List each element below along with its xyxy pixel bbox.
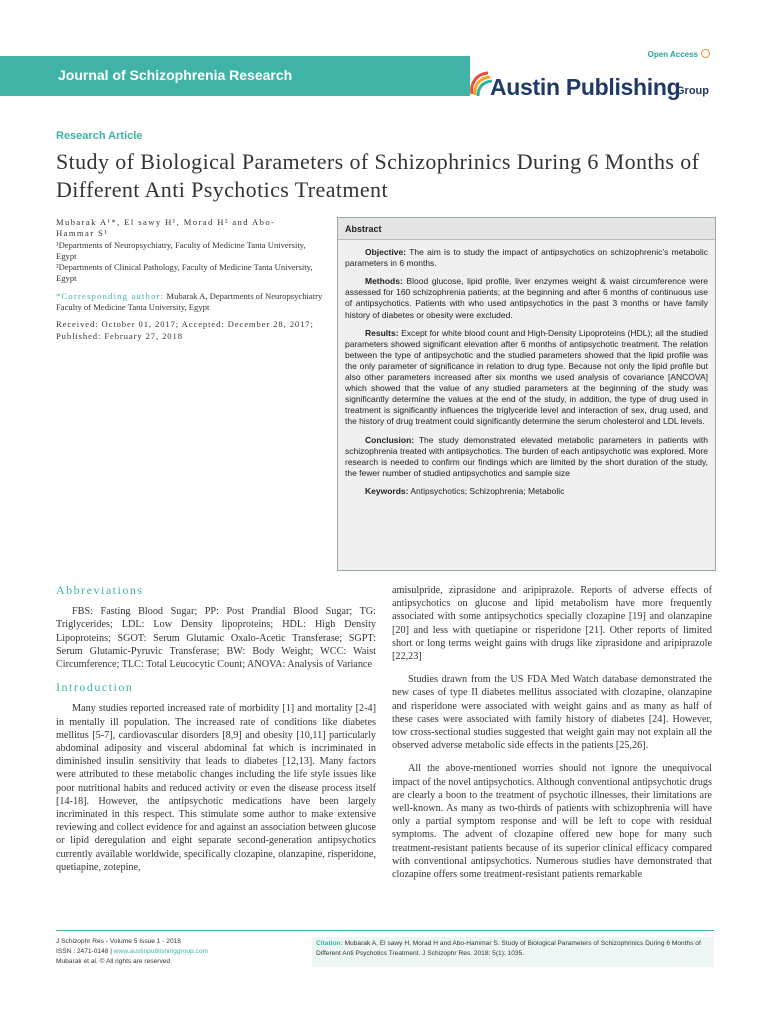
author-info (56, 217, 324, 342)
affiliation-1: ¹Departments of Neuropsychiatry, Faculty of Medicine Tanta University, Egypt (56, 239, 306, 261)
affiliation-2: ²Departments of Clinical Pathology, Faculty of Medicine Tanta University, Egypt (56, 262, 313, 284)
authors-line: Mubarak A¹*, El sawy H¹, Morad H² and Abo- (56, 217, 276, 227)
conclusion-label: Conclusion: (365, 434, 415, 445)
body-paragraph: Studies drawn from the US FDA Med Watch database demonstrated the new cases of type II diabetes mellitus associated with clozapine, olanzapine and risperidone were associated with weight gains and as many as half of these cases were associated with family history of diabetes [24]. However, tow cross-sectional studies suggested that weight gain may not explain all the observed adverse metabolic side effects in the patients [25,26]. (392, 674, 712, 752)
methods-text: Blood glucose, lipid profile, liver enzymes weight & waist circumference were assessed for 160 schizophrenia patients; at the beginning and after 6 months of continuous use of antipsychotics. Patients with who used antipsychotics in the past 3 months or have family history of diabetes or obesity were excluded. (345, 276, 708, 320)
corresponding-label: *Corresponding author: (56, 290, 165, 301)
introduction-heading: Introduction (56, 680, 134, 695)
corresponding-text: Mubarak A, Departments of Neuropsychiatry Faculty of Medicine Tanta University, Egypt (56, 290, 323, 313)
publisher-logo (468, 64, 728, 104)
publisher-name: Austin Publishing (490, 74, 681, 100)
journal-name: Journal of Schizophrenia Research (58, 67, 293, 83)
keywords-label: Keywords: (365, 485, 409, 496)
open-access-text: Open Access (647, 50, 698, 59)
abstract-box (337, 217, 716, 571)
citation-box (312, 937, 714, 967)
open-access-icon (701, 49, 710, 58)
body-right-column (392, 584, 712, 881)
footer-journal-info (56, 937, 296, 967)
abstract-results (345, 328, 708, 428)
open-access-label (648, 50, 710, 59)
results-text: Except for white blood count and High-Density Lipoproteins (HDL); all the studied parameters showed significant elevation after 6 months of antipsychotic treatment. The relation between the type of antipsychotic and the studied parameters showed that the lipid profile was the only parameter of significance in relation to drug type. Because not only the lipid profile but also other parameters increased after six months we used analysis of covariance [ANCOVA] which showed that the value of any studied parameters at the beginning of the study was significantly determine the values at the end of the study, in addition, the type of drug used in treatment is significantly influences the triglyceride level and interaction of sex, drug used, and the history of drug treatment could significantly determine the serum cholesterol and LDL levels. (345, 327, 708, 427)
body-left-column (56, 584, 376, 874)
article-dates: Received: October 01, 2017; Accepted: December 28, 2017; Published: February 27, 2018 (56, 319, 314, 341)
abstract-keywords (345, 486, 708, 497)
abbreviations-text: FBS: Fasting Blood Sugar; PP: Post Prandial Blood Sugar; TG: Triglycerides; LDL: Low Density lipoproteins; HDL: High Density Lipoproteins; SGOT: Serum Glutamic Oxalo-Acetic Transferase; SGPT: Serum Glutamic-Pyruvic Transferase; BW: Body Weight; WCC: Waist Circumference; TLC: Total Leucocytic Count; ANOVA: Analysis of Variance (56, 606, 376, 671)
objective-text: The aim is to study the impact of antipsychotics on schizophrenic’s metabolic parameters in 6 months. (345, 247, 708, 269)
page-footer (56, 930, 714, 975)
footer-copyright: Mubarak et al. © All rights are reserved (56, 958, 171, 965)
journal-banner (0, 56, 470, 96)
corresponding-author (56, 291, 324, 314)
conclusion-text: The study demonstrated elevated metabolic parameters in patients with schizophrenia treated with antipsychotics. The burden of each antipsychotic was explored. More research is needed to confirm our findings which are limited by the short duration of the study, the fewer number of studied antipsychotics and sample size (345, 434, 708, 478)
abbreviations-heading: Abbreviations (56, 583, 144, 597)
methods-label: Methods: (365, 276, 403, 287)
authors-line: Hammar S¹ (56, 228, 109, 239)
citation-text: Mubarak A, El sawy H, Morad H and Abo-Hammar S. Study of Biological Parameters of Schizophrinics During 6 Months of Different Anti Psychotics Treatment. J Schizophr Res. 2018; 5(1): 1035. (316, 940, 701, 957)
abstract-heading: Abstract (338, 218, 715, 240)
keywords-text: Antipsychotics; Schizophrenia; Metabolic (408, 485, 565, 496)
article-type: Research Article (56, 130, 143, 142)
abstract-objective (345, 247, 708, 269)
footer-volume: J Schizophr Res - Volume 5 Issue 1 - 2018 (56, 938, 181, 945)
body-paragraph: All the above-mentioned worries should not ignore the unequivocal impact of the novel antipsychotics. Although conventional antipsychotic drugs are clearly a boon to the treatment of psychotic illnesses, their limitations are well-known. As many as two-thirds of patients with schizophrenia will have only a partial symptom response and will be left to cope with residual symptoms. The advent of clozapine offered new hope for many such treatment-resistant patients because of its superior clinical efficacy compared with conventional antipsychotics. Numerous studies have demonstrated that clozapine offers some treatment-resistant patients remarkable (392, 763, 712, 881)
footer-issn-line (56, 947, 296, 957)
introduction-paragraph: Many studies reported increased rate of morbidity [1] and mortality [2-4] in mentally ill population. The increased rate of conditions like diabetes mellitus [5-7], cardiovascular disorders [8,9] and obesity [10,11] particularly abdominal adiposity and visceral abdominal fat which is incriminated in diminished insulin sensitivity that leads to diabetes [12,13]. Many factors were attributed to these metabolic changes including the life style issues like poor nutritional habits and reduced activity or even the disease process itself [14-18]. However, the antipsychotic medications have been largely incriminated in this respect. This stimulate some author to make extensive reviewing and collect evidence for and against an association between glucose or lipid deregulation and eight separate second-generation antipsychotics currently available worldwide, specifically clozapine, olanzapine, risperidone, quetiapine, zotepine, (56, 703, 376, 873)
objective-label: Objective: (365, 247, 407, 258)
results-label: Results: (365, 327, 399, 338)
abstract-conclusion (345, 435, 708, 479)
footer-website-link[interactable]: www.austinpublishinggroup.com (113, 948, 208, 955)
citation-label: Citation: (316, 940, 343, 947)
body-paragraph: amisulpride, ziprasidone and aripiprazole. Reports of adverse effects of antipsychotics on glucose and lipid metabolism have more frequently associated with some antipsychotics specially clozapine [19] and olanzapine [20] and less with quetiapine or risperidone [21]. Other reports of limited short or long terms weight gains with drugs like ziprasidone and aripiprazole [22,23] (392, 585, 712, 663)
article-title: Study of Biological Parameters of Schizophrinics During 6 Months of Different Anti Psychotics Treatment (56, 149, 700, 202)
abstract-methods (345, 276, 708, 320)
publisher-group: Group (676, 85, 709, 97)
footer-issn: ISSN : 2471-0148 | (56, 948, 114, 955)
